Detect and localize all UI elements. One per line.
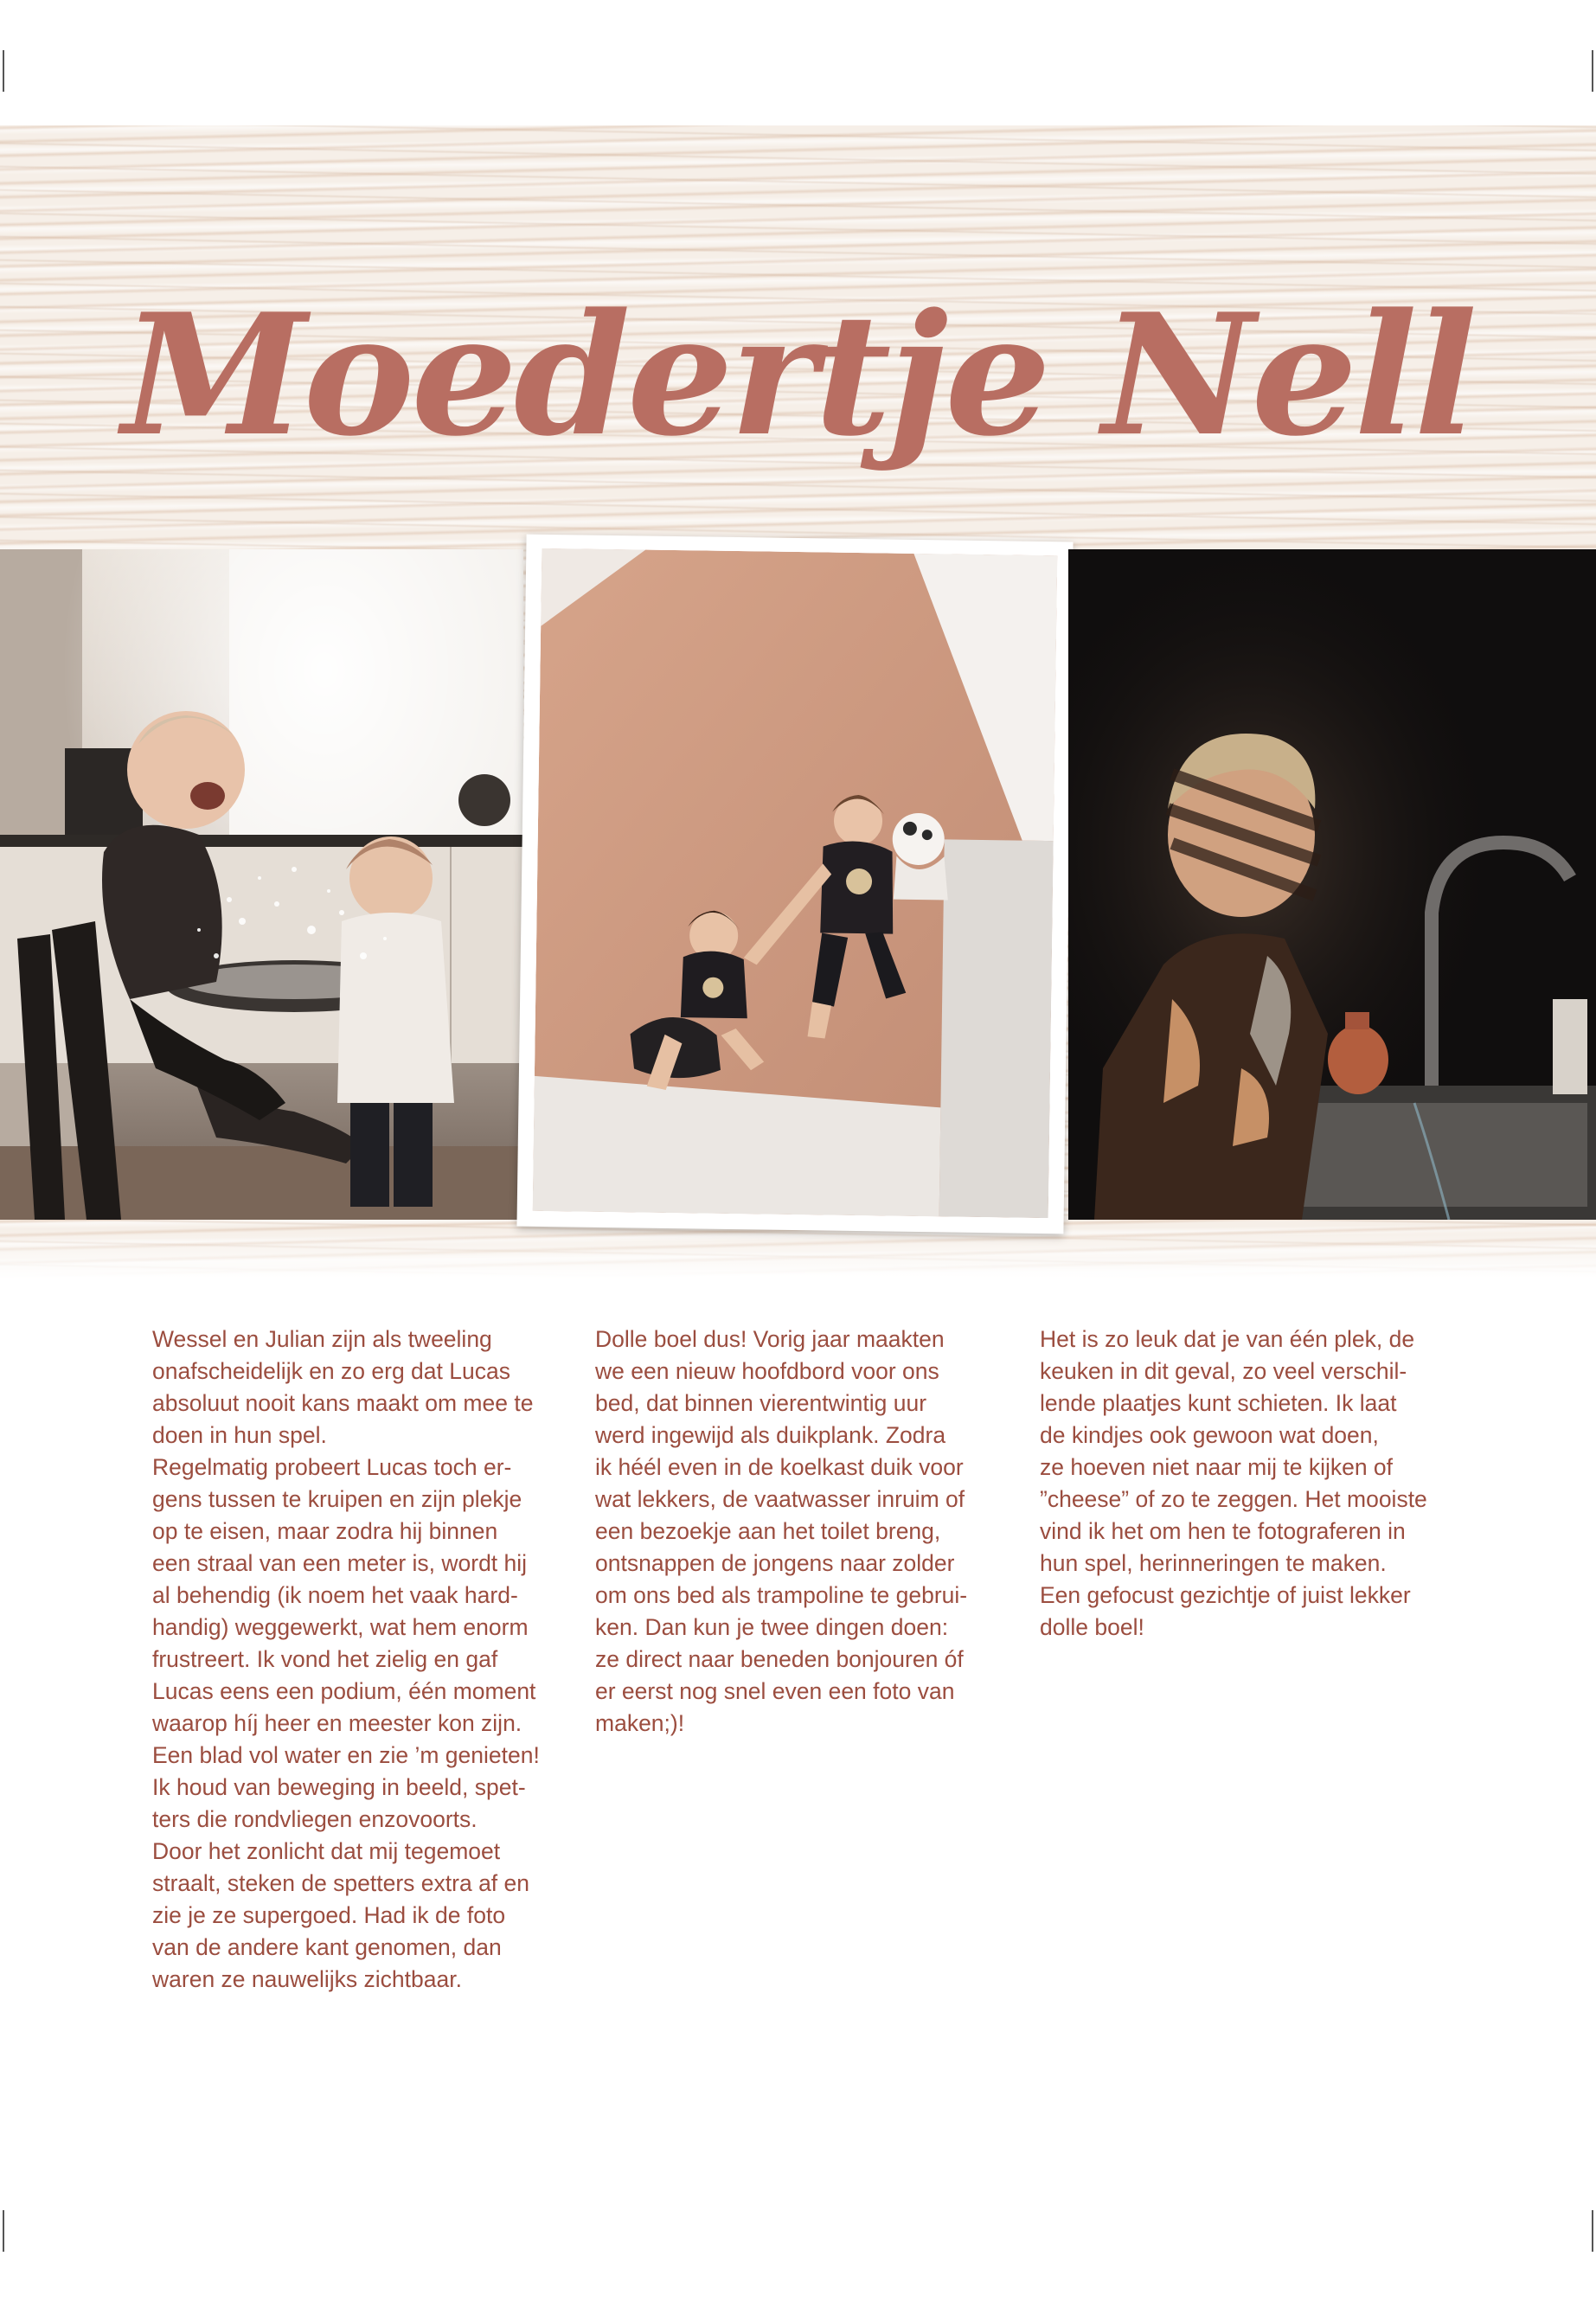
wood-texture-fade (0, 1228, 1596, 1278)
text-column-3 (1040, 1324, 1446, 1644)
column-1-paragraph-1: Wessel en Julian zijn als tweeling onafscheidelijk en zo erg dat Lucas absoluut nooit kans maakt om mee te doen in hun spel. (152, 1326, 534, 1448)
column-1-paragraph-2: Regelmatig probeert Lucas toch er- gens tussen te kruipen en zijn plekje op te eisen, maar zodra hij binnen een straal van een meter is, wordt hij al behendig (ik noem het vaak hard- handig) weggewerkt, wat hem enorm frustreert. Ik vond het zielig en gaf Lucas eens een podium, één moment waarop híj heer en meester kon zijn. Een blad vol water en zie ’m genieten! Ik houd van beweging in beeld, spet- ters die rondvliegen enzovoorts. Door het zonlicht dat mij tegemoet straalt, steken de spetters extra af en zie je ze supergoed. Had ik de foto van de andere kant genomen, dan waren ze nauwelijks zichtbaar. (152, 1454, 540, 1992)
photo-frame (516, 535, 1073, 1234)
crop-mark-bottom-left (3, 2210, 4, 2252)
column-2-paragraph-1: Dolle boel dus! Vorig jaar maakten we een nieuw hoofdbord voor ons bed, dat binnen vierentwintig uur werd ingewijd als duikplank. Zodra ik héél even in de koelkast duik voor wat lekkers, de vaatwasser inruim of een bezoekje aan het toilet breng, ontsnappen de jongens naar zolder om ons bed als trampoline te gebrui- ken. Dan kun je twee dingen doen: ze direct naar beneden bonjouren óf er eerst nog snel even een foto van maken;)! (595, 1326, 968, 1736)
text-column-2 (595, 1324, 1010, 1740)
photo-boys-jumping (533, 548, 1058, 1218)
page-title: Moedertje Nell (122, 277, 1474, 473)
crop-mark-top-left (3, 50, 4, 92)
crop-mark-top-right (1592, 50, 1593, 92)
photo-baby-splashing-water (0, 549, 523, 1220)
photo-boy-at-sink (1068, 549, 1596, 1220)
column-3-paragraph-1: Het is zo leuk dat je van één plek, de keuken in dit geval, zo veel verschil- lende plaatjes kunt schieten. Ik laat de kindjes ook gewoon wat doen, ze hoeven niet naar mij te kijken of ”cheese” of zo te zeggen. Het mooiste vind ik het om hen te fotograferen in hun spel, herinneringen te maken. Een gefocust gezichtje of juist lekker dolle boel! (1040, 1326, 1427, 1640)
crop-mark-bottom-right (1592, 2210, 1593, 2252)
text-column-1 (152, 1324, 559, 1996)
